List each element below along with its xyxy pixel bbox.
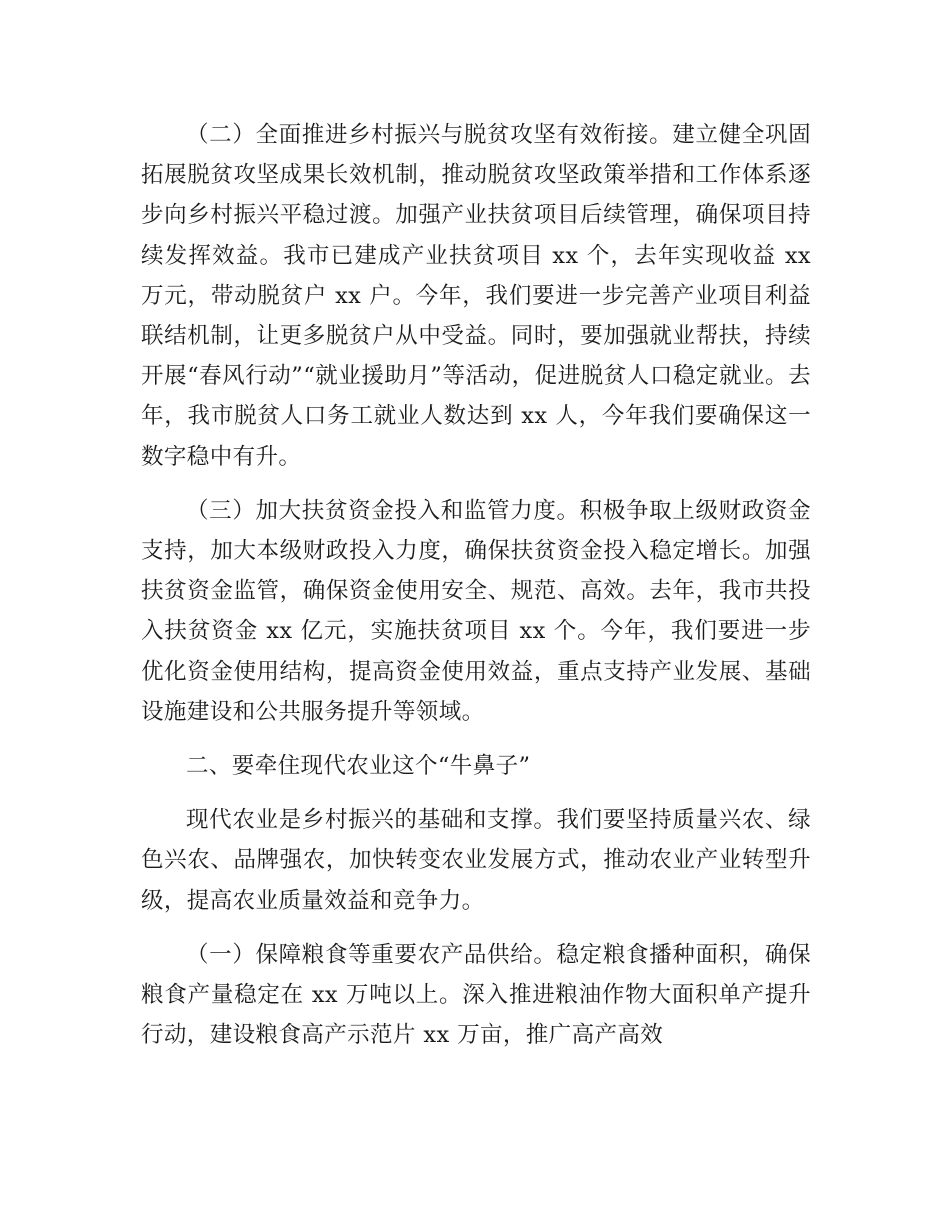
paragraph-grain-supply: （一）保障粮食等重要农产品供给。稳定粮食播种面积，确保粮食产量稳定在 xx 万吨以上。深入推进粮油作物大面积单产提升行动，建设粮食高产示范片 xx 万亩，推广高产高效 (141, 941, 811, 1049)
paragraph-poverty-funds: （三）加大扶贫资金投入和监管力度。积极争取上级财政资金支持，加大本级财政投入力度，确保扶贫资金投入稳定增长。加强扶贫资金监管，确保资金使用安全、规范、高效。去年，我市共投入扶贫资金 xx 亿元，实施扶贫项目 xx 个。今年，我们要进一步优化资金使用结构，提高资金使用效益，重点支持产业发展、基础设施建设和公共服务提升等领域。 (141, 497, 811, 725)
paragraph-modern-agriculture-intro: 现代农业是乡村振兴的基础和支撑。我们要坚持质量兴农、绿色兴农、品牌强农，加快转变农业发展方式，推动农业产业转型升级，提高农业质量效益和竞争力。 (141, 807, 811, 914)
paragraph-rural-revitalization-link: （二）全面推进乡村振兴与脱贫攻坚有效衔接。建立健全巩固拓展脱贫攻坚成果长效机制，推动脱贫攻坚政策举措和工作体系逐步向乡村振兴平稳过渡。加强产业扶贫项目后续管理，确保项目持续发挥效益。我市已建成产业扶贫项目 xx 个，去年实现收益 xx 万元，带动脱贫户 xx 户。今年，我们要进一步完善产业项目利益联结机制，让更多脱贫户从中受益。同时，要加强就业帮扶，持续开展“春风行动”“就业援助月”等活动，促进脱贫人口稳定就业。去年，我市脱贫人口务工就业人数达到 xx 人，今年我们要确保这一数字稳中有升。 (141, 122, 811, 470)
section-heading-modern-agriculture: 二、要牵住现代农业这个“牛鼻子” (186, 753, 531, 780)
document-body (141, 115, 811, 1055)
